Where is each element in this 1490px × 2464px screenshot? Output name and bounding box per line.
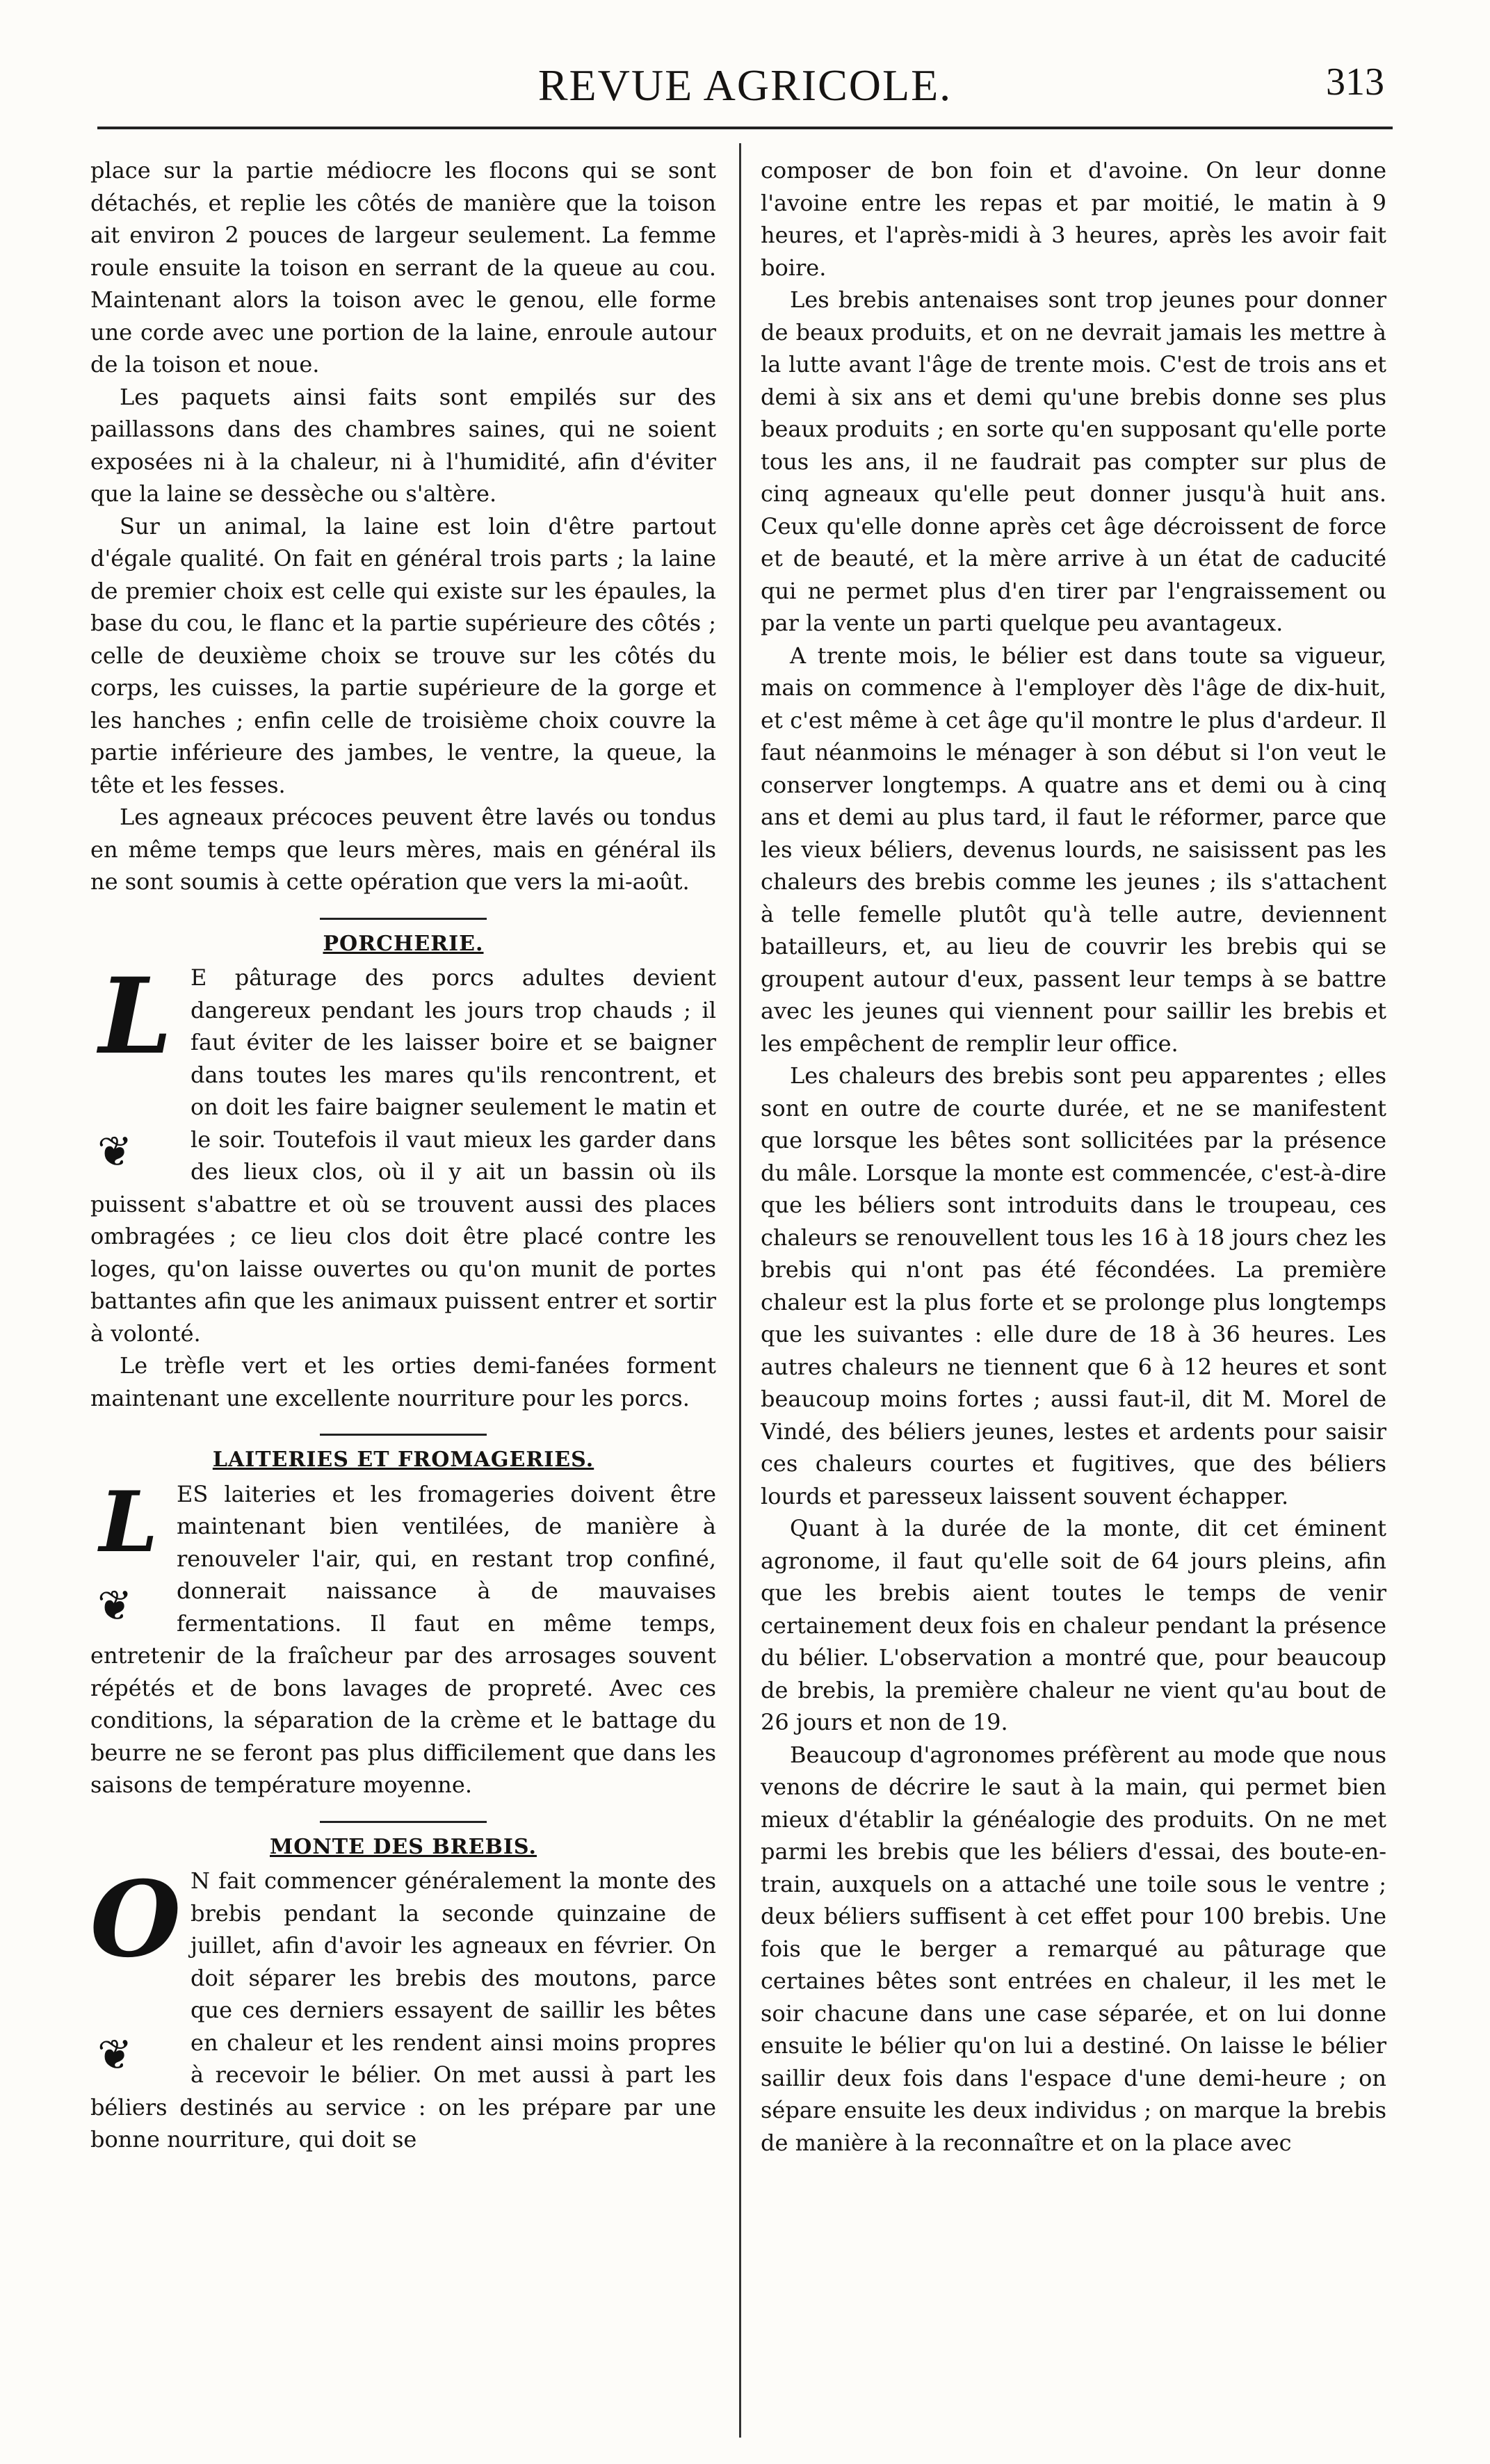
ornamental-initial xyxy=(90,955,181,1176)
section-title: PORCHERIE. xyxy=(323,931,484,956)
running-header-title: REVUE AGRICOLE. xyxy=(537,60,953,110)
right-column xyxy=(761,154,1386,2159)
section-laiteries xyxy=(90,1434,716,1801)
section-monte xyxy=(90,1821,716,2156)
paragraph: Les paquets ainsi faits sont empilés sur des paillassons dans des chambres saines, qui ne soient exposées ni à la chaleur, ni à l'humidité, afin d'éviter que la laine se dessèche ou s'altère. xyxy=(90,383,716,507)
section-rule xyxy=(320,1821,487,1823)
flourish-icon: ❦ xyxy=(97,1581,133,1630)
paragraph: Les brebis antenaises sont trop jeunes pour donner de beaux produits, et on ne devrait jamais les mettre à la lutte avant l'âge de trente mois. C'est de trois ans et demi à six ans et demi qu'une brebis donne ses plus beaux produits ; en sorte qu'en supposant qu'elle porte tous les ans, il ne faudrait pas compter sur plus de cinq agneaux qu'elle peut donner jusqu'à huit ans. Ceux qu'elle donne après cet âge décroissent de force et de beauté, et la mère arrive à un état de caducité qui ne permet plus d'en tirer par l'engraissement ou par la vente un parti quelque peu avantageux. xyxy=(761,286,1386,636)
paragraph: Les agneaux précoces peuvent être lavés ou tondus en même temps que leurs mères, mais en général ils ne sont soumis à cette opération que vers la mi-août. xyxy=(90,804,716,895)
left-column xyxy=(90,154,716,2156)
flourish-icon: ❦ xyxy=(97,1128,133,1176)
paragraph: ES laiteries et les fromageries doivent être maintenant bien ventilées, de manière à renouveler l'air, qui, en restant trop confiné, donnerait naissance à de mauvaises fermentations. Il faut en même temps, entretenir de la fraîcheur par des arrosages souvent répétés et de bons lavages de propreté. Avec ces conditions, la séparation de la crème et le battage du beurre ne se feront pas plus difficilement que dans les saisons de température moyenne. xyxy=(90,1480,716,1798)
paragraph: N fait commencer généralement la monte des brebis pendant la seconde quinzaine de juillet, afin d'avoir les agneaux en février. On doit séparer les brebis des moutons, parce que ces derniers essayent de saillir les bêtes en chaleur et les rendent ainsi moins propres à recevoir le bélier. On met aussi à part les béliers destinés au service : on les prépare par une bonne nourriture, qui doit se xyxy=(90,1867,716,2153)
section-title: LAITERIES ET FROMAGERIES. xyxy=(212,1448,594,1472)
paragraph: composer de bon foin et d'avoine. On leur donne l'avoine entre les repas et par moitié, le matin à 9 heures, et l'après-midi à 3 heures, après les avoir fait boire. xyxy=(761,157,1386,281)
paragraph: Le trèfle vert et les orties demi-fanées forment maintenant une excellente nourriture pour les porcs. xyxy=(90,1352,716,1411)
paragraph: place sur la partie médiocre les flocons qui se sont détachés, et replie les côtés de manière que la toison ait environ 2 pouces de largeur seulement. La femme roule ensuite la toison en serrant de la queue au cou. Maintenant alors la toison avec le genou, elle forme une corde avec une portion de la laine, enroule autour de la toison et noue. xyxy=(90,157,716,378)
ornamental-initial xyxy=(90,1858,181,2080)
section-rule xyxy=(320,1434,487,1436)
initial-letter: O xyxy=(90,1858,181,1981)
paragraph: Quant à la durée de la monte, dit cet éminent agronome, il faut qu'elle soit de 64 jours pleins, afin que les brebis aient toutes le temps de venir certainement deux fois en chaleur pendant la présence du bélier. L'observation a montré que, pour beaucoup de brebis, la première chaleur ne vient qu'au bout de 26 jours et non de 19. xyxy=(761,1515,1386,1735)
ornamental-initial xyxy=(90,1473,167,1630)
paragraph: Sur un animal, la laine est loin d'être partout d'égale qualité. On fait en général trois parts ; la laine de premier choix est celle qui existe sur les épaules, la base du cou, le flanc et la partie supérieure des côtés ; celle de deuxième choix se trouve sur les côtés du corps, les cuisses, la partie supérieure de la gorge et les hanches ; enfin celle de troisième choix couvre la partie inférieure des jambes, le ventre, la queue, la tête et les fesses. xyxy=(90,512,716,798)
section-porcherie xyxy=(90,918,716,1415)
section-rule xyxy=(320,918,487,920)
page-number: 313 xyxy=(1326,60,1384,104)
column-divider xyxy=(739,143,741,2438)
initial-letter: L xyxy=(99,1473,159,1571)
section-title: MONTE DES BREBIS. xyxy=(270,1834,537,1859)
flourish-icon: ❦ xyxy=(97,2031,133,2080)
paragraph: Beaucoup d'agronomes préfèrent au mode que nous venons de décrire le saut à la main, qui permet bien mieux d'établir la généalogie des produits. On ne met parmi les brebis que les béliers d'essai, des boute-en-train, auxquels on a attaché une toile sous le ventre ; deux béliers suffisent à cet effet pour 100 brebis. Une fois que le berger a remarqué au pâturage que certaines bêtes sont entrées en chaleur, il les met le soir chacune dans une case séparée, et on lui donne ensuite le bélier qu'on lui a destiné. On laisse le bélier saillir deux fois dans l'espace d'une demi-heure ; on sépare ensuite les deux individus ; on marque la brebis de manière à la reconnaître et on la place avec xyxy=(761,1741,1386,2156)
paragraph: A trente mois, le bélier est dans toute sa vigueur, mais on commence à l'employer dès l'âge de dix-huit, et c'est même à cet âge qu'il montre le plus d'ardeur. Il faut néanmoins le ménager à son début si l'on veut le conserver longtemps. A quatre ans et demi ou à cinq ans et demi au plus tard, il faut le réformer, parce que les vieux béliers, devenus lourds, ne saisissent pas les chaleurs des brebis comme les jeunes ; ils s'attachent à telle femelle plutôt qu'à telle autre, deviennent batailleurs, et, au lieu de couvrir les brebis qui se groupent autour d'eux, passent leur temps à se battre avec les jeunes qui viennent pour saillir les brebis et les empêchent de remplir leur office. xyxy=(761,642,1386,1057)
paragraph: E pâturage des porcs adultes devient dangereux pendant les jours trop chauds ; il faut éviter de les laisser boire et se baigner dans toutes les mares qu'ils rencontrent, et on doit les faire baigner seulement le matin et le soir. Toutefois il vaut mieux les garder dans des lieux clos, où il y ait un bassin où ils puissent s'abattre et où se trouvent aussi des places ombragées ; ce lieu clos doit être placé contre les loges, qu'on laisse ouvertes ou qu'on munit de portes battantes afin que les animaux puissent entrer et sortir à volonté. xyxy=(90,964,716,1347)
header-rule xyxy=(97,127,1393,129)
paragraph: Les chaleurs des brebis sont peu apparentes ; elles sont en outre de courte durée, et ne se manifestent que lorsque les bêtes sont sollicitées par la présence du mâle. Lorsque la monte est commencée, c'est-à-dire que les béliers sont introduits dans le troupeau, ces chaleurs se renouvellent tous les 16 à 18 jours chez les brebis qui n'ont pas été fécondées. La première chaleur est la plus forte et se prolonge plus longtemps que les suivantes : elle dure de 18 à 36 heures. Les autres chaleurs ne tiennent que 6 à 12 heures et sont beaucoup moins fortes ; aussi faut-il, dit M. Morel de Vindé, des béliers jeunes, lestes et ardents pour saisir ces chaleurs courtes et fugitives, que des béliers lourds et paresseux laissent souvent échapper. xyxy=(761,1062,1386,1509)
initial-letter: L xyxy=(99,955,172,1078)
